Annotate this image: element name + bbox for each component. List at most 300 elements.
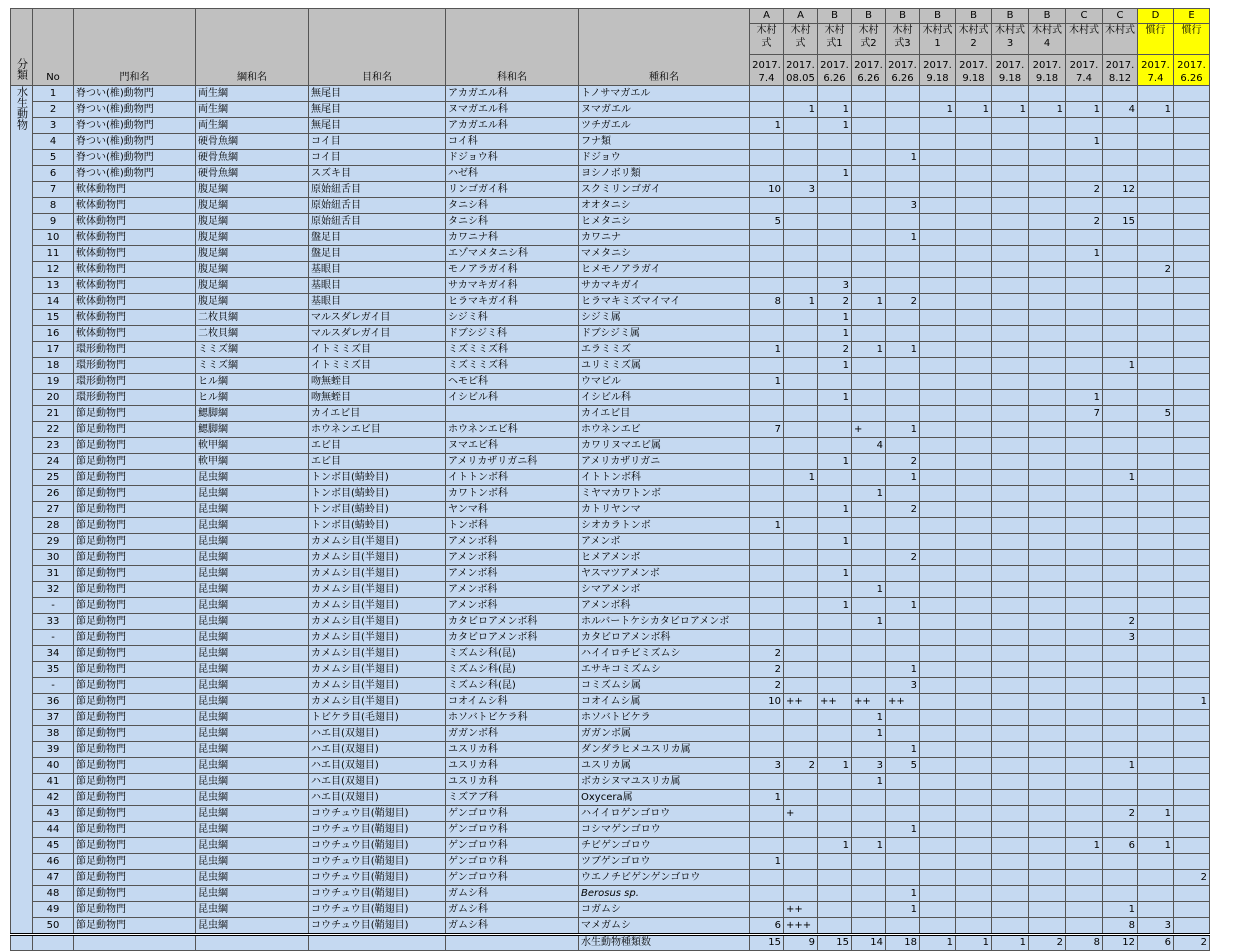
- cell-family: ガガンボ科: [446, 726, 579, 742]
- header-site-7: B: [992, 9, 1029, 24]
- cell-count: [750, 550, 784, 566]
- cell-count: [992, 326, 1029, 342]
- cell-count: [750, 886, 784, 902]
- cell-count: [886, 182, 920, 198]
- cell-count: 1: [750, 854, 784, 870]
- cell-count: [1103, 246, 1138, 262]
- cell-count: [818, 262, 852, 278]
- cell-count: [1029, 374, 1066, 390]
- cell-count: [1138, 358, 1174, 374]
- cell-count: [1174, 102, 1210, 118]
- header-method-1: 木村式: [784, 24, 818, 55]
- cell-count: 8: [1103, 918, 1138, 935]
- header-class-label: 分類: [15, 58, 29, 80]
- footer-count: 6: [1138, 935, 1174, 951]
- cell-count: [1066, 918, 1103, 935]
- cell-count: [920, 390, 956, 406]
- cell-count: [992, 902, 1029, 918]
- cell-count: [1138, 694, 1174, 710]
- cell-order: カメムシ目(半翅目): [309, 550, 446, 566]
- cell-count: [1066, 518, 1103, 534]
- cell-family: コイ科: [446, 134, 579, 150]
- cell-count: [1138, 870, 1174, 886]
- cell-count: 1: [818, 502, 852, 518]
- cell-phylum: 軟体動物門: [74, 230, 196, 246]
- cell-count: 1: [886, 822, 920, 838]
- cell-count: [750, 278, 784, 294]
- cell-count: [1174, 326, 1210, 342]
- cell-order: カメムシ目(半翅目): [309, 678, 446, 694]
- cell-count: 2: [886, 502, 920, 518]
- cell-species: ホルバートケシカタビロアメンボ: [579, 614, 750, 630]
- cell-count: 1: [852, 710, 886, 726]
- cell-count: [750, 614, 784, 630]
- header-method-10: 木村式: [1103, 24, 1138, 55]
- cell-count: [956, 774, 992, 790]
- cell-count: [992, 374, 1029, 390]
- cell-count: [1174, 630, 1210, 646]
- header-method-2: 木村式1: [818, 24, 852, 55]
- cell-count: [1138, 486, 1174, 502]
- cell-count: [750, 438, 784, 454]
- cell-family: ミズムシ科(昆): [446, 662, 579, 678]
- cell-order: トンボ目(蜻蛉目): [309, 486, 446, 502]
- cell-order: カメムシ目(半翅目): [309, 614, 446, 630]
- cell-count: [1174, 758, 1210, 774]
- cell-phylum: 節足動物門: [74, 742, 196, 758]
- cell-count: [956, 902, 992, 918]
- footer-label: 水生動物種類数: [579, 935, 750, 951]
- cell-count: 1: [818, 118, 852, 134]
- cell-phylum: 節足動物門: [74, 470, 196, 486]
- cell-count: +: [852, 422, 886, 438]
- cell-count: [1103, 694, 1138, 710]
- cell-species: ツブゲンゴロウ: [579, 854, 750, 870]
- cell-count: 1: [920, 102, 956, 118]
- cell-count: [920, 870, 956, 886]
- cell-phylum: 節足動物門: [74, 726, 196, 742]
- table-row: [11, 822, 1210, 838]
- footer-empty-phylum: [74, 935, 196, 951]
- cell-count: 7: [750, 422, 784, 438]
- cell-count: [1174, 678, 1210, 694]
- cell-family: アメンボ科: [446, 550, 579, 566]
- cell-count: [818, 630, 852, 646]
- cell-no: 49: [33, 902, 74, 918]
- cell-no: 42: [33, 790, 74, 806]
- cell-count: [956, 326, 992, 342]
- cell-class: 硬骨魚綱: [196, 150, 309, 166]
- cell-count: [750, 326, 784, 342]
- cell-count: [1103, 486, 1138, 502]
- cell-no: 8: [33, 198, 74, 214]
- cell-order: コウチュウ目(鞘翅目): [309, 806, 446, 822]
- cell-count: [956, 678, 992, 694]
- cell-count: [750, 502, 784, 518]
- cell-count: [992, 166, 1029, 182]
- cell-no: 50: [33, 918, 74, 935]
- cell-count: [1138, 646, 1174, 662]
- cell-order: コウチュウ目(鞘翅目): [309, 918, 446, 935]
- cell-count: [992, 214, 1029, 230]
- cell-count: [1138, 630, 1174, 646]
- cell-count: 1: [886, 902, 920, 918]
- cell-phylum: 節足動物門: [74, 406, 196, 422]
- cell-count: [1138, 86, 1174, 102]
- table-row: [11, 902, 1210, 918]
- cell-count: [784, 630, 818, 646]
- cell-count: [1174, 422, 1210, 438]
- cell-count: [1174, 470, 1210, 486]
- cell-count: [750, 454, 784, 470]
- cell-count: [1029, 150, 1066, 166]
- cell-count: [992, 518, 1029, 534]
- cell-count: [1029, 550, 1066, 566]
- cell-phylum: 脊つい(椎)動物門: [74, 166, 196, 182]
- table-row: [11, 870, 1210, 886]
- cell-count: [750, 566, 784, 582]
- cell-count: 1: [750, 374, 784, 390]
- cell-count: [1066, 806, 1103, 822]
- header-date-1: 2017.08.05: [784, 55, 818, 86]
- cell-count: [852, 550, 886, 566]
- cell-count: [1103, 582, 1138, 598]
- cell-count: [992, 918, 1029, 935]
- table-row: [11, 278, 1210, 294]
- cell-species: サカマキガイ: [579, 278, 750, 294]
- cell-order: カメムシ目(半翅目): [309, 598, 446, 614]
- cell-count: [750, 838, 784, 854]
- cell-count: [750, 246, 784, 262]
- cell-family: ホソバトビケラ科: [446, 710, 579, 726]
- cell-phylum: 節足動物門: [74, 534, 196, 550]
- cell-count: [818, 438, 852, 454]
- cell-no: 44: [33, 822, 74, 838]
- cell-count: [886, 118, 920, 134]
- cell-count: 1: [818, 598, 852, 614]
- cell-count: [886, 358, 920, 374]
- cell-count: [1029, 902, 1066, 918]
- cell-order: 原始紐舌目: [309, 198, 446, 214]
- cell-count: [920, 662, 956, 678]
- cell-count: [1066, 166, 1103, 182]
- cell-count: [956, 870, 992, 886]
- cell-no: 46: [33, 854, 74, 870]
- table-row: [11, 358, 1210, 374]
- cell-family: シジミ科: [446, 310, 579, 326]
- cell-count: [818, 614, 852, 630]
- cell-species: ドブシジミ属: [579, 326, 750, 342]
- cell-count: [818, 422, 852, 438]
- cell-class: 昆虫綱: [196, 710, 309, 726]
- cell-count: [852, 598, 886, 614]
- cell-count: [852, 566, 886, 582]
- header-method-7: 木村式3: [992, 24, 1029, 55]
- cell-phylum: 脊つい(椎)動物門: [74, 134, 196, 150]
- cell-count: [1103, 662, 1138, 678]
- cell-species: マメガムシ: [579, 918, 750, 935]
- cell-count: [852, 246, 886, 262]
- cell-count: [1174, 726, 1210, 742]
- cell-count: [818, 86, 852, 102]
- cell-count: [1174, 902, 1210, 918]
- cell-count: ++: [852, 694, 886, 710]
- cell-species: ウエノチビゲンゲンゴロウ: [579, 870, 750, 886]
- cell-family: アメリカザリガニ科: [446, 454, 579, 470]
- cell-count: [784, 710, 818, 726]
- cell-count: [1103, 518, 1138, 534]
- cell-count: [1029, 646, 1066, 662]
- cell-count: 1: [1066, 390, 1103, 406]
- cell-count: [992, 646, 1029, 662]
- cell-phylum: 節足動物門: [74, 502, 196, 518]
- cell-no: 13: [33, 278, 74, 294]
- cell-count: [956, 550, 992, 566]
- cell-count: [992, 854, 1029, 870]
- footer-empty-order: [309, 935, 446, 951]
- cell-count: [1066, 598, 1103, 614]
- cell-count: [784, 790, 818, 806]
- table-row: [11, 102, 1210, 118]
- cell-count: [1066, 502, 1103, 518]
- cell-count: [750, 710, 784, 726]
- cell-count: [1029, 438, 1066, 454]
- cell-count: [1174, 838, 1210, 854]
- table-row: [11, 86, 1210, 102]
- cell-count: [1029, 358, 1066, 374]
- cell-count: [1066, 150, 1103, 166]
- cell-count: [956, 726, 992, 742]
- cell-count: [1138, 550, 1174, 566]
- cell-count: [1066, 374, 1103, 390]
- cell-count: 1: [818, 166, 852, 182]
- cell-count: 2: [1138, 262, 1174, 278]
- cell-count: 1: [818, 358, 852, 374]
- footer-count: 18: [886, 935, 920, 951]
- cell-count: 1: [818, 566, 852, 582]
- cell-class: 硬骨魚綱: [196, 166, 309, 182]
- cell-count: [1103, 230, 1138, 246]
- cell-count: [886, 134, 920, 150]
- table-row: [11, 854, 1210, 870]
- cell-count: [1174, 566, 1210, 582]
- cell-count: 1: [818, 326, 852, 342]
- cell-count: [1174, 774, 1210, 790]
- cell-count: [920, 886, 956, 902]
- cell-count: [1066, 86, 1103, 102]
- cell-class: 昆虫綱: [196, 758, 309, 774]
- cell-family: カタビロアメンボ科: [446, 630, 579, 646]
- cell-count: 2: [1103, 806, 1138, 822]
- cell-class: 腹足綱: [196, 262, 309, 278]
- cell-species: エラミミズ: [579, 342, 750, 358]
- cell-count: 1: [1066, 102, 1103, 118]
- cell-count: [920, 902, 956, 918]
- header-date-12: 2017.6.26: [1174, 55, 1210, 86]
- cell-no: 25: [33, 470, 74, 486]
- cell-count: [992, 566, 1029, 582]
- cell-phylum: 節足動物門: [74, 918, 196, 935]
- cell-count: [1103, 534, 1138, 550]
- cell-count: [920, 438, 956, 454]
- cell-count: [1138, 678, 1174, 694]
- cell-species: マメタニシ: [579, 246, 750, 262]
- cell-no: 14: [33, 294, 74, 310]
- cell-count: [852, 230, 886, 246]
- cell-order: コウチュウ目(鞘翅目): [309, 838, 446, 854]
- cell-count: [1066, 198, 1103, 214]
- cell-count: 1: [1138, 102, 1174, 118]
- cell-family: ユスリカ科: [446, 774, 579, 790]
- cell-family: エゾマメタニシ科: [446, 246, 579, 262]
- cell-class: 昆虫綱: [196, 630, 309, 646]
- cell-count: [920, 566, 956, 582]
- cell-count: [1029, 838, 1066, 854]
- cell-no: 4: [33, 134, 74, 150]
- cell-family: ホウネンエビ科: [446, 422, 579, 438]
- cell-family: トンボ科: [446, 518, 579, 534]
- table-row: [11, 438, 1210, 454]
- cell-count: [1066, 774, 1103, 790]
- header-date-11: 2017.7.4: [1138, 55, 1174, 86]
- cell-count: [1174, 918, 1210, 935]
- cell-count: [886, 582, 920, 598]
- footer-count: 8: [1066, 935, 1103, 951]
- cell-class: ミミズ綱: [196, 358, 309, 374]
- cell-count: [992, 310, 1029, 326]
- cell-phylum: 脊つい(椎)動物門: [74, 118, 196, 134]
- cell-count: 2: [750, 678, 784, 694]
- table-row: [11, 134, 1210, 150]
- cell-no: 17: [33, 342, 74, 358]
- table-row: [11, 710, 1210, 726]
- cell-class: 昆虫綱: [196, 870, 309, 886]
- cell-count: [1174, 582, 1210, 598]
- cell-count: [956, 438, 992, 454]
- cell-count: 1: [784, 294, 818, 310]
- table-row: [11, 838, 1210, 854]
- cell-family: イトトンボ科: [446, 470, 579, 486]
- cell-count: [750, 86, 784, 102]
- cell-count: [920, 710, 956, 726]
- table-row: [11, 662, 1210, 678]
- cell-count: 3: [852, 758, 886, 774]
- cell-count: [1103, 886, 1138, 902]
- footer-row: [11, 935, 1210, 951]
- cell-count: [1138, 166, 1174, 182]
- footer-count: 12: [1103, 935, 1138, 951]
- cell-count: [886, 710, 920, 726]
- cell-no: 43: [33, 806, 74, 822]
- cell-count: [784, 774, 818, 790]
- cell-phylum: 軟体動物門: [74, 246, 196, 262]
- cell-count: [920, 278, 956, 294]
- cell-count: [1066, 614, 1103, 630]
- cell-count: [1029, 854, 1066, 870]
- cell-count: [956, 694, 992, 710]
- cell-count: 1: [886, 662, 920, 678]
- table-row: [11, 326, 1210, 342]
- cell-count: [886, 326, 920, 342]
- cell-count: [1138, 774, 1174, 790]
- cell-count: [784, 262, 818, 278]
- cell-phylum: 脊つい(椎)動物門: [74, 86, 196, 102]
- cell-count: [818, 902, 852, 918]
- cell-count: [784, 86, 818, 102]
- cell-class: ミミズ綱: [196, 342, 309, 358]
- cell-count: [1066, 358, 1103, 374]
- cell-count: [818, 374, 852, 390]
- cell-count: [1029, 614, 1066, 630]
- cell-no: 38: [33, 726, 74, 742]
- cell-count: [1029, 566, 1066, 582]
- cell-count: [886, 518, 920, 534]
- cell-count: [992, 598, 1029, 614]
- cell-class: 腹足綱: [196, 214, 309, 230]
- cell-species: カタビロアメンボ科: [579, 630, 750, 646]
- cell-count: [818, 246, 852, 262]
- cell-order: マルスダレガイ目: [309, 310, 446, 326]
- cell-no: 33: [33, 614, 74, 630]
- header-site-3: B: [852, 9, 886, 24]
- cell-count: [1103, 502, 1138, 518]
- cell-count: [818, 742, 852, 758]
- cell-count: [852, 150, 886, 166]
- cell-order: カメムシ目(半翅目): [309, 694, 446, 710]
- cell-species: ヒメアメンボ: [579, 550, 750, 566]
- cell-count: [920, 598, 956, 614]
- cell-count: [784, 854, 818, 870]
- cell-count: [1138, 470, 1174, 486]
- cell-order: ハエ目(双翅目): [309, 774, 446, 790]
- cell-no: 9: [33, 214, 74, 230]
- cell-count: [920, 86, 956, 102]
- cell-count: [852, 918, 886, 935]
- cell-no: 45: [33, 838, 74, 854]
- cell-count: [1029, 454, 1066, 470]
- cell-count: [920, 790, 956, 806]
- cell-count: ++: [818, 694, 852, 710]
- cell-count: [956, 614, 992, 630]
- cell-count: [956, 390, 992, 406]
- cell-count: 1: [750, 342, 784, 358]
- cell-count: [1174, 310, 1210, 326]
- cell-order: 原始紐舌目: [309, 182, 446, 198]
- cell-count: [784, 134, 818, 150]
- cell-count: [1174, 886, 1210, 902]
- cell-count: [1103, 166, 1138, 182]
- cell-class: 腹足綱: [196, 278, 309, 294]
- cell-count: [1029, 198, 1066, 214]
- table-header: [11, 9, 1210, 86]
- cell-count: [784, 598, 818, 614]
- cell-count: [1174, 454, 1210, 470]
- cell-count: [1029, 598, 1066, 614]
- cell-count: [920, 214, 956, 230]
- footer-count: 15: [818, 935, 852, 951]
- cell-count: 1: [852, 486, 886, 502]
- cell-count: [1066, 566, 1103, 582]
- cell-count: [886, 566, 920, 582]
- cell-no: 35: [33, 662, 74, 678]
- cell-count: [784, 726, 818, 742]
- header-site-8: B: [1029, 9, 1066, 24]
- cell-class: 昆虫綱: [196, 470, 309, 486]
- cell-count: [1138, 662, 1174, 678]
- cell-class: 昆虫綱: [196, 534, 309, 550]
- cell-count: [1138, 902, 1174, 918]
- cell-count: [1029, 262, 1066, 278]
